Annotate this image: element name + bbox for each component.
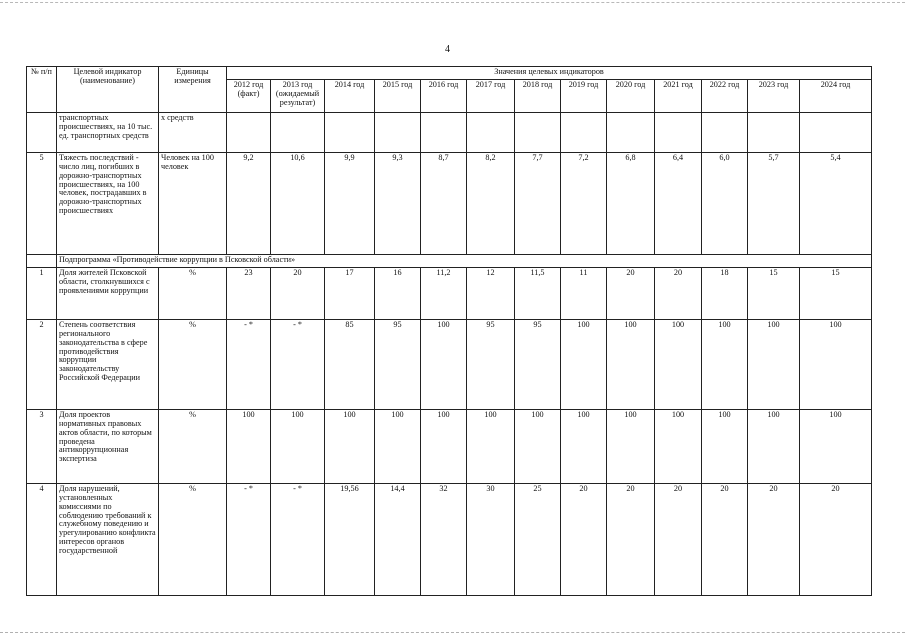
row-num: 2 — [27, 320, 57, 410]
row-units: Человек на 100 человек — [159, 153, 227, 255]
row-value: 8,2 — [467, 153, 515, 255]
row-value: 18 — [702, 268, 748, 320]
row-value: 15 — [800, 268, 872, 320]
scan-edge-top — [0, 2, 905, 3]
row-value: 100 — [702, 410, 748, 484]
row-value — [271, 113, 325, 153]
row-value: 8,7 — [421, 153, 467, 255]
year-header: 2014 год — [325, 80, 375, 113]
row-value: 100 — [421, 320, 467, 410]
row-value: 100 — [607, 410, 655, 484]
row-value: 20 — [655, 268, 702, 320]
row-value: 11 — [561, 268, 607, 320]
row-indicator: Доля проектов нормативных правовых актов области, по которым проведена антикоррупционная экспертиза — [57, 410, 159, 484]
row-value — [561, 113, 607, 153]
row-value: 20 — [655, 484, 702, 596]
year-header: 2024 год — [800, 80, 872, 113]
row-value: 85 — [325, 320, 375, 410]
row-num: 5 — [27, 153, 57, 255]
row-value: 95 — [515, 320, 561, 410]
row-value: 5,4 — [800, 153, 872, 255]
row-value — [375, 113, 421, 153]
row-value: 100 — [325, 410, 375, 484]
row-value: 11,2 — [421, 268, 467, 320]
year-header: 2013 год (ожидаемый результат) — [271, 80, 325, 113]
row-value: 9,3 — [375, 153, 421, 255]
row-value: 20 — [607, 484, 655, 596]
page-number: 4 — [445, 44, 450, 55]
row-value: 95 — [375, 320, 421, 410]
year-header: 2016 год — [421, 80, 467, 113]
row-value: 9,9 — [325, 153, 375, 255]
row-value: 12 — [467, 268, 515, 320]
row-value: 100 — [467, 410, 515, 484]
subprogram-num-cell — [27, 255, 57, 268]
row-num: 4 — [27, 484, 57, 596]
row-value: 6,8 — [607, 153, 655, 255]
row-value: 20 — [702, 484, 748, 596]
row-value: 100 — [800, 410, 872, 484]
year-header: 2022 год — [702, 80, 748, 113]
table-row-5 — [27, 153, 872, 255]
row-value — [515, 113, 561, 153]
row-value: 20 — [607, 268, 655, 320]
row-num — [27, 113, 57, 153]
row-units: х средств — [159, 113, 227, 153]
row-value: 7,7 — [515, 153, 561, 255]
table-row — [27, 320, 872, 410]
row-value: 100 — [515, 410, 561, 484]
row-num: 1 — [27, 268, 57, 320]
row-value — [607, 113, 655, 153]
table-row — [27, 268, 872, 320]
row-value: - * — [271, 484, 325, 596]
row-value: 100 — [655, 320, 702, 410]
row-value: 11,5 — [515, 268, 561, 320]
year-header: 2020 год — [607, 80, 655, 113]
row-value: 20 — [800, 484, 872, 596]
row-value: 95 — [467, 320, 515, 410]
row-value: 9,2 — [227, 153, 271, 255]
row-value: - * — [271, 320, 325, 410]
row-value: 100 — [800, 320, 872, 410]
row-value: 20 — [748, 484, 800, 596]
row-indicator: Тяжесть последствий - число лиц, погибших в дорожно-транспортных происшествиях, на 100 человек, пострадавших в дорожно-транспортных происшествиях — [57, 153, 159, 255]
indicators-table — [26, 66, 872, 596]
table-row — [27, 410, 872, 484]
year-header: 2021 год — [655, 80, 702, 113]
row-value: 30 — [467, 484, 515, 596]
col-num-header: № п/п — [27, 67, 57, 113]
row-value — [748, 113, 800, 153]
row-value: - * — [227, 484, 271, 596]
row-value: 100 — [655, 410, 702, 484]
table-row — [27, 484, 872, 596]
row-value: 7,2 — [561, 153, 607, 255]
row-value: 100 — [421, 410, 467, 484]
row-value: 100 — [271, 410, 325, 484]
year-header: 2015 год — [375, 80, 421, 113]
year-header: 2017 год — [467, 80, 515, 113]
row-value — [325, 113, 375, 153]
row-value: 100 — [748, 320, 800, 410]
row-value: 100 — [748, 410, 800, 484]
row-value — [421, 113, 467, 153]
row-indicator: Доля жителей Псковской области, столкнувшихся с проявлениями коррупции — [57, 268, 159, 320]
row-value: 32 — [421, 484, 467, 596]
row-units: % — [159, 484, 227, 596]
row-value: 23 — [227, 268, 271, 320]
row-units: % — [159, 320, 227, 410]
row-value: 6,4 — [655, 153, 702, 255]
row-value: 100 — [375, 410, 421, 484]
col-units-header: Единицы измерения — [159, 67, 227, 113]
row-indicator: транспортных происшествиях, на 10 тыс. ед. транспортных средств — [57, 113, 159, 153]
row-indicator: Степень соответствия регионального законодательства в сфере противодействия коррупции законодательству Российской Федерации — [57, 320, 159, 410]
table-row-continued — [27, 113, 872, 153]
year-header: 2023 год — [748, 80, 800, 113]
row-value: 100 — [227, 410, 271, 484]
year-header: 2012 год (факт) — [227, 80, 271, 113]
subprogram-title: Подпрограмма «Противодействие коррупции в Псковской области» — [57, 255, 872, 268]
row-value: 6,0 — [702, 153, 748, 255]
row-indicator: Доля нарушений, установленных комиссиями по соблюдению требований к служебному поведению и урегулированию конфликта интересов органов государственной — [57, 484, 159, 596]
year-header: 2019 год — [561, 80, 607, 113]
row-value: 100 — [702, 320, 748, 410]
row-value: 5,7 — [748, 153, 800, 255]
row-value — [467, 113, 515, 153]
row-value: 100 — [561, 320, 607, 410]
values-group-header: Значения целевых индикаторов — [227, 67, 872, 80]
row-value: 14,4 — [375, 484, 421, 596]
header-row-1 — [27, 67, 872, 80]
row-value: 19,56 — [325, 484, 375, 596]
row-value — [702, 113, 748, 153]
row-value — [227, 113, 271, 153]
row-value: - * — [227, 320, 271, 410]
col-indicator-header: Целевой индикатор (наименование) — [57, 67, 159, 113]
row-value: 17 — [325, 268, 375, 320]
row-value: 100 — [607, 320, 655, 410]
row-units: % — [159, 410, 227, 484]
year-header: 2018 год — [515, 80, 561, 113]
row-value: 100 — [561, 410, 607, 484]
row-value: 20 — [561, 484, 607, 596]
row-num: 3 — [27, 410, 57, 484]
row-value: 16 — [375, 268, 421, 320]
row-value — [655, 113, 702, 153]
row-value: 15 — [748, 268, 800, 320]
row-value — [800, 113, 872, 153]
row-value: 25 — [515, 484, 561, 596]
scan-edge-bottom — [0, 632, 905, 633]
row-value: 20 — [271, 268, 325, 320]
row-units: % — [159, 268, 227, 320]
subprogram-row — [27, 255, 872, 268]
row-value: 10,6 — [271, 153, 325, 255]
